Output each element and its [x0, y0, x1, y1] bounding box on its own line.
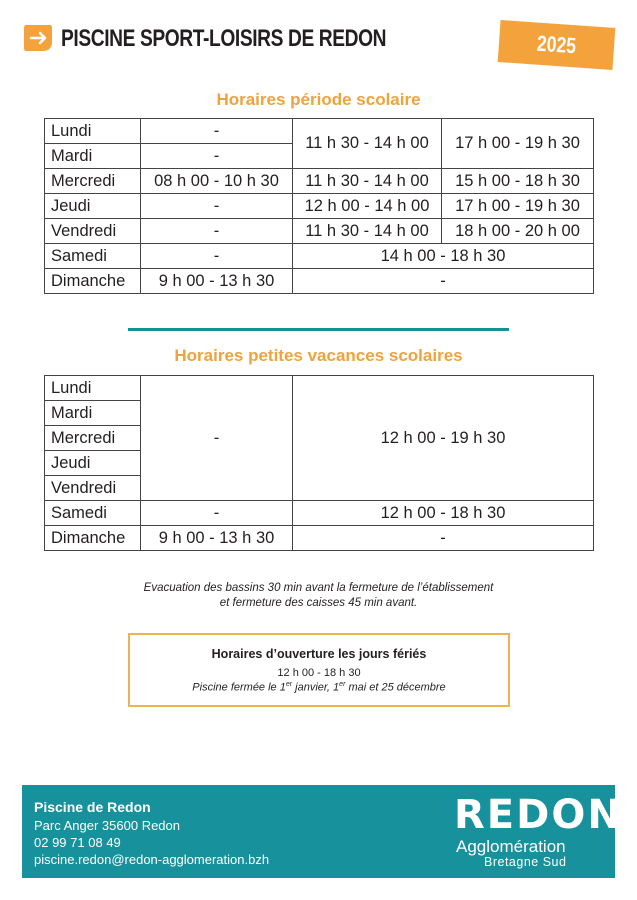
day-cell: Mercredi — [45, 426, 141, 451]
day-cell: Dimanche — [45, 526, 141, 551]
day-cell: Jeudi — [45, 451, 141, 476]
hours-cell: 17 h 00 - 19 h 30 — [442, 119, 594, 169]
address: Parc Anger 35600 Redon — [34, 818, 180, 833]
table-row — [45, 244, 594, 269]
table-row — [45, 501, 594, 526]
day-cell: Lundi — [45, 376, 141, 401]
table-row — [45, 169, 594, 194]
section-divider — [128, 328, 509, 331]
facility-name: Piscine de Redon — [34, 799, 151, 815]
hours-cell: 12 h 00 - 14 h 00 — [293, 194, 442, 219]
day-cell: Mardi — [45, 144, 141, 169]
hours-cell: - — [141, 144, 293, 169]
logo-subtitle: Agglomération — [456, 837, 566, 856]
holiday-period-table — [44, 375, 594, 551]
table-row — [45, 194, 594, 219]
day-cell: Samedi — [45, 244, 141, 269]
hours-cell: - — [141, 194, 293, 219]
holiday-period-title: Horaires petites vacances scolaires — [174, 346, 463, 365]
redon-agglomeration-logo — [454, 792, 623, 873]
hours-cell: 11 h 30 - 14 h 00 — [293, 169, 442, 194]
logo-title: REDON — [454, 792, 623, 838]
day-cell: Mercredi — [45, 169, 141, 194]
hours-cell: 12 h 00 - 18 h 30 — [293, 501, 594, 526]
hours-cell: 17 h 00 - 19 h 30 — [442, 194, 594, 219]
hours-cell: - — [141, 501, 293, 526]
day-cell: Jeudi — [45, 194, 141, 219]
hours-cell: 9 h 00 - 13 h 30 — [141, 526, 293, 551]
school-period-table — [44, 118, 594, 294]
hours-cell: - — [141, 376, 293, 501]
hours-cell: 9 h 00 - 13 h 30 — [141, 269, 293, 294]
hours-cell: 15 h 00 - 18 h 30 — [442, 169, 594, 194]
year-label: 2025 — [536, 30, 577, 59]
logo-region: Bretagne Sud — [484, 855, 567, 869]
table-row — [45, 269, 594, 294]
note-line: Evacuation des bassins 30 min avant la fermeture de l’établissement — [143, 582, 494, 594]
hours-cell: 11 h 30 - 14 h 00 — [293, 219, 442, 244]
hours-cell: 14 h 00 - 18 h 30 — [293, 244, 594, 269]
day-cell: Vendredi — [45, 219, 141, 244]
phone[interactable]: 02 99 71 08 49 — [34, 835, 121, 850]
public-holidays-hours: 12 h 00 - 18 h 30 — [277, 667, 361, 679]
table-row — [45, 219, 594, 244]
hours-cell: - — [293, 269, 594, 294]
table-row — [45, 526, 594, 551]
hours-cell: 08 h 00 - 10 h 30 — [141, 169, 293, 194]
year-badge — [498, 20, 616, 70]
hours-cell: 18 h 00 - 20 h 00 — [442, 219, 594, 244]
day-cell: Vendredi — [45, 476, 141, 501]
hours-cell: - — [141, 219, 293, 244]
day-cell: Mardi — [45, 401, 141, 426]
note-line: et fermeture des caisses 45 min avant. — [219, 597, 418, 609]
hours-cell: - — [141, 244, 293, 269]
email-link[interactable]: piscine.redon@redon-agglomeration.bzh — [34, 852, 270, 867]
hours-cell: 11 h 30 - 14 h 00 — [293, 119, 442, 169]
public-holidays-box — [128, 633, 510, 707]
public-holidays-closure: Piscine fermée le 1er janvier, 1er mai et 25 décembre — [192, 681, 446, 694]
hours-cell: - — [293, 526, 594, 551]
page-title: PISCINE SPORT-LOISIRS DE REDON — [61, 25, 387, 52]
school-period-title: Horaires période scolaire — [216, 90, 421, 109]
contact-footer — [22, 785, 623, 878]
hours-cell: 12 h 00 - 19 h 30 — [293, 376, 594, 501]
public-holidays-title: Horaires d’ouverture les jours fériés — [211, 647, 427, 661]
day-cell: Lundi — [45, 119, 141, 144]
day-cell: Dimanche — [45, 269, 141, 294]
day-cell: Samedi — [45, 501, 141, 526]
table-row — [45, 376, 594, 401]
arrow-right-icon — [22, 22, 54, 54]
evacuation-note — [0, 581, 637, 611]
hours-cell: - — [141, 119, 293, 144]
table-row — [45, 119, 594, 144]
